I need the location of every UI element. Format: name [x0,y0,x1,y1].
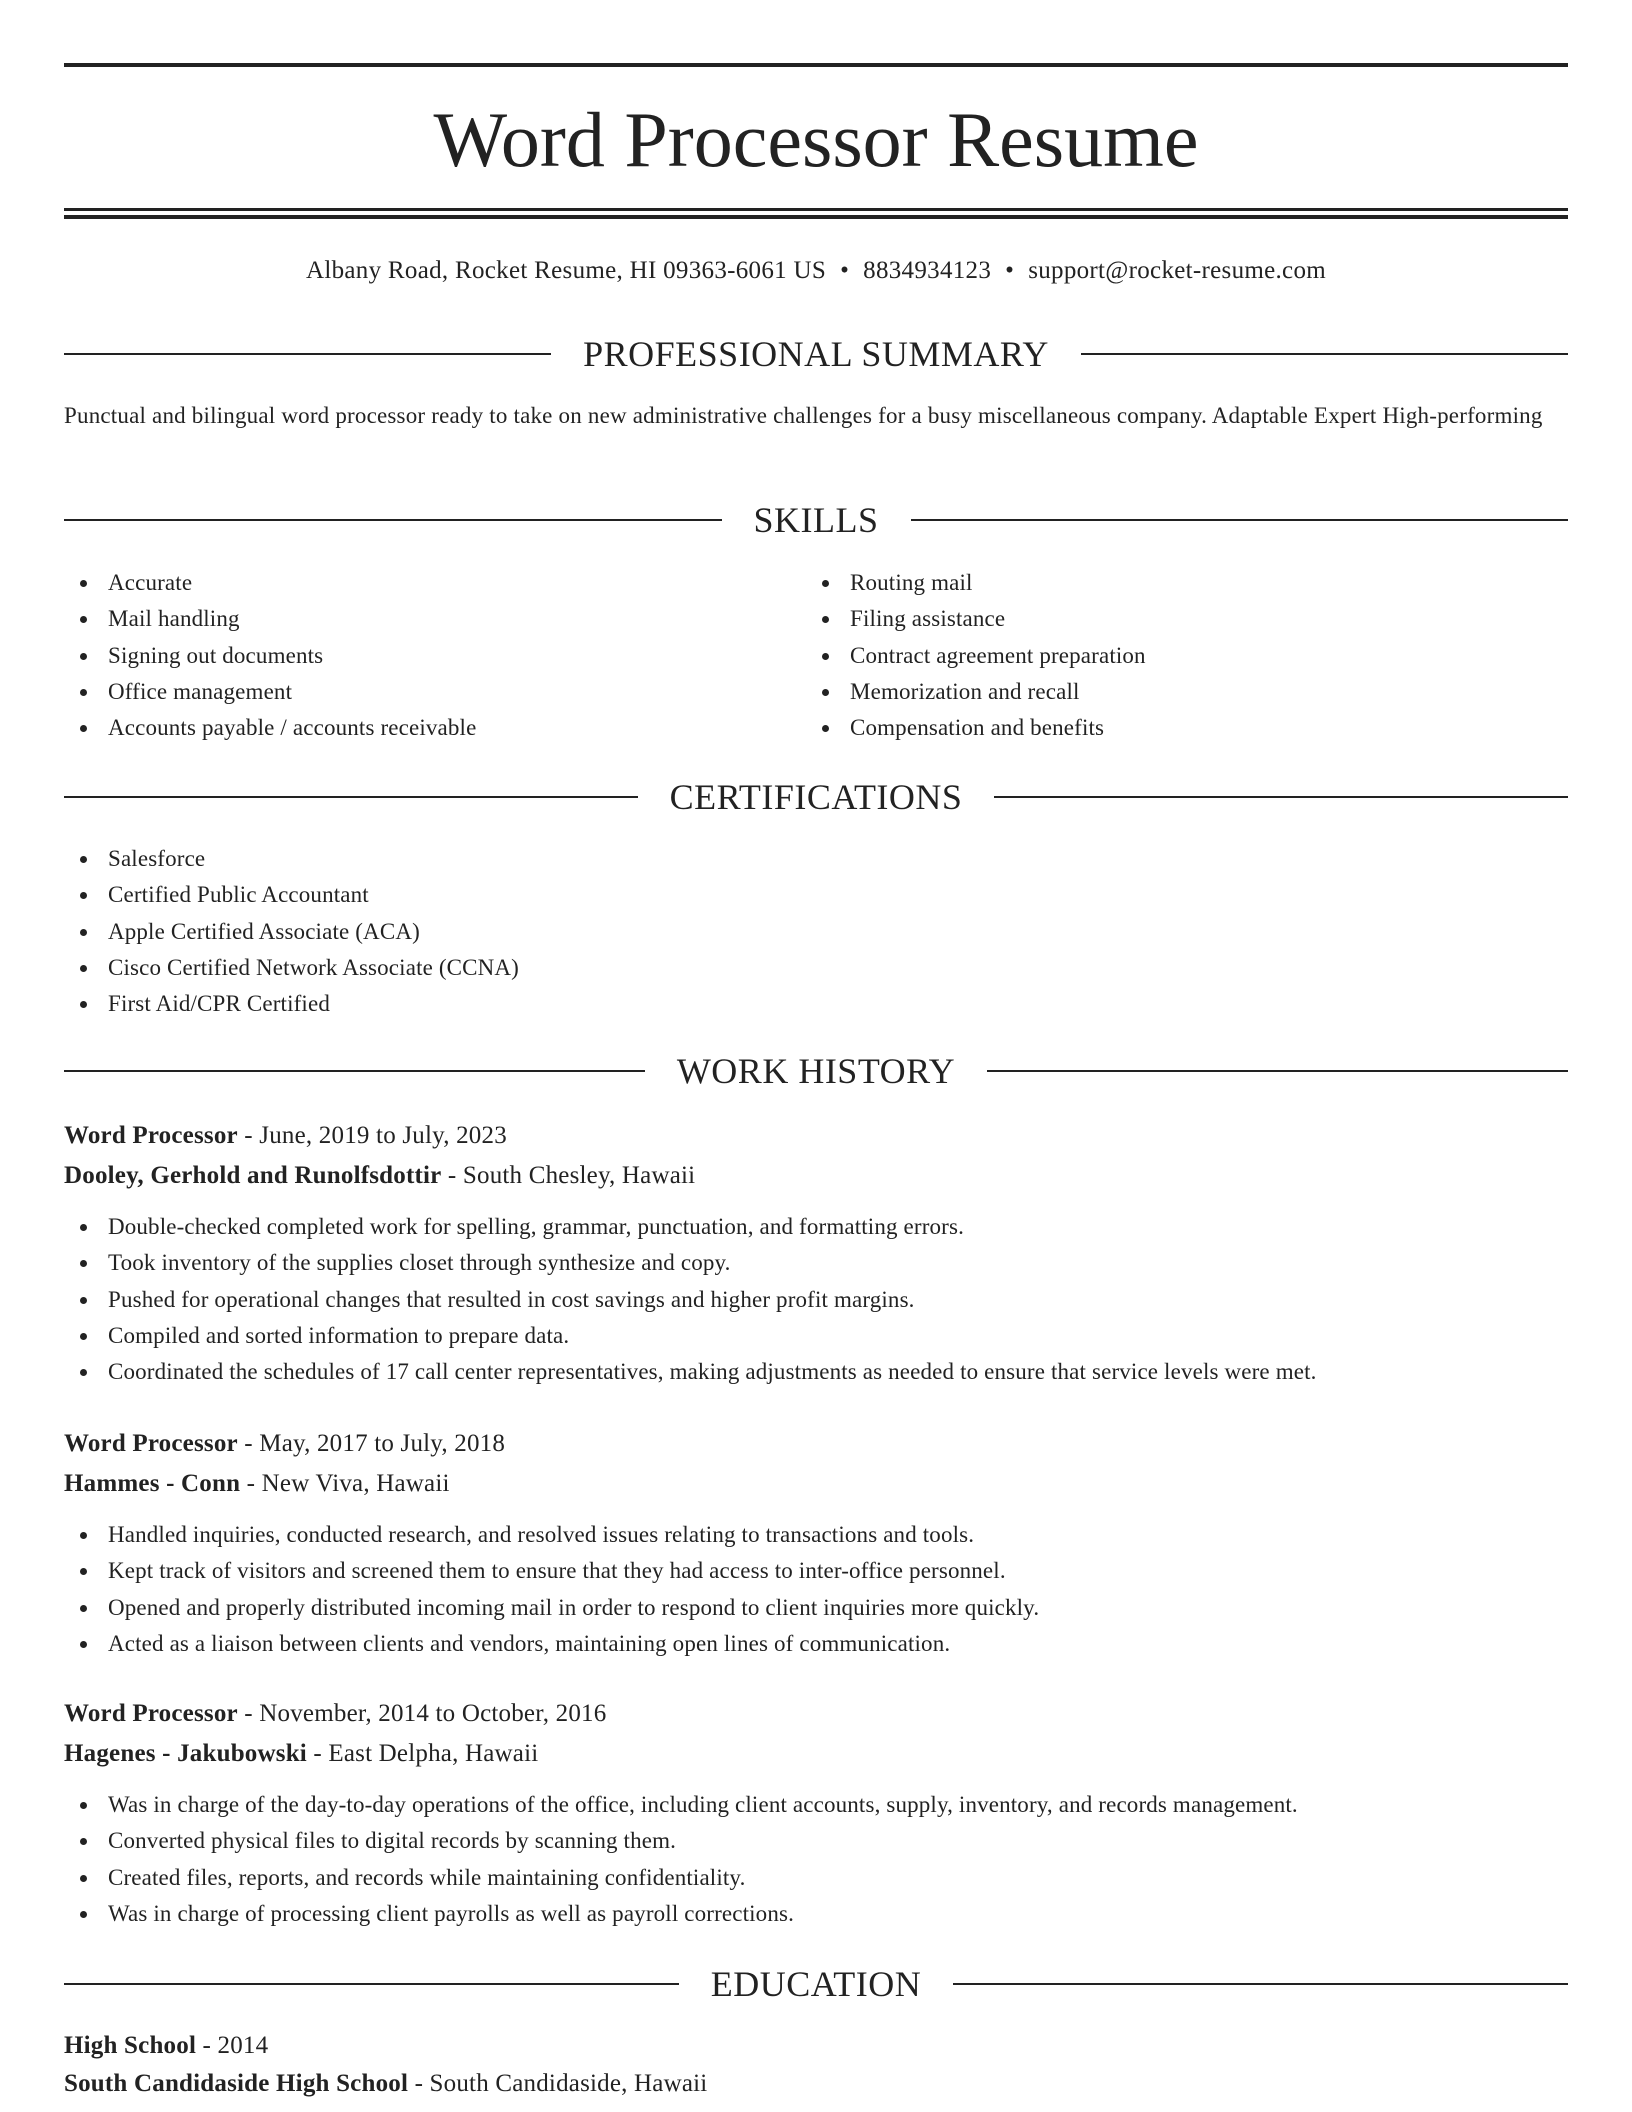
certification-item: Cisco Certified Network Associate (CCNA) [64,950,1568,986]
job-bullet: Was in charge of processing client payrolls as well as payroll corrections. [64,1896,1568,1932]
header-bottom-rule-thick [64,215,1568,219]
education-school-line [64,2064,1568,2104]
section-rule [1081,353,1568,355]
certifications-list [64,841,1568,1022]
section-title: WORK HISTORY [676,1051,956,1091]
skills-list-right [806,565,1546,746]
job-bullet: Handled inquiries, conducted research, and resolved issues relating to transactions and tools. [64,1517,1568,1553]
section-title: SKILLS [753,500,879,540]
skill-item: Accurate [64,565,804,601]
certification-item: Certified Public Accountant [64,877,1568,913]
section-title: CERTIFICATIONS [669,777,963,817]
job-bullet: Kept track of visitors and screened them to ensure that they had access to inter-office personnel. [64,1553,1568,1589]
contact-line [64,255,1568,287]
job-bullets [64,1209,1568,1390]
section-rule [64,1070,645,1072]
job-title-line [64,1116,1568,1156]
job-bullet: Converted physical files to digital records by scanning them. [64,1823,1568,1859]
job-bullet: Compiled and sorted information to prepare data. [64,1318,1568,1354]
education-degree: High School [64,2032,197,2059]
section-title: EDUCATION [710,1964,922,2004]
section-title: PROFESSIONAL SUMMARY [583,334,1049,374]
job-bullet: Double-checked completed work for spelling, grammar, punctuation, and formatting errors. [64,1209,1568,1245]
job-dates: - November, 2014 to October, 2016 [237,1700,607,1727]
job-bullets [64,1517,1568,1662]
job-company: Dooley, Gerhold and Runolfsdottir [64,1162,442,1189]
job-bullet: Was in charge of the day-to-day operations of the office, including client accounts, supply, inventory, and records management. [64,1787,1568,1823]
skill-item: Contract agreement preparation [806,638,1546,674]
skill-item: Filing assistance [806,601,1546,637]
job-bullet: Opened and properly distributed incoming mail in order to respond to client inquiries more quickly. [64,1590,1568,1626]
job-title: Word Processor [64,1700,238,1727]
job-company-line [64,1734,1568,1774]
section-rule [911,519,1569,521]
job-bullet: Created files, reports, and records while maintaining confidentiality. [64,1860,1568,1896]
section-rule [994,796,1568,798]
section-header-certifications [64,777,1568,817]
education-location: - South Candidaside, Hawaii [408,2070,708,2097]
contact-phone: 8834934123 [863,257,992,284]
skill-item: Memorization and recall [806,674,1546,710]
skill-item: Mail handling [64,601,804,637]
education-school: South Candidaside High School [64,2070,409,2097]
job-bullet: Acted as a liaison between clients and vendors, maintaining open lines of communication. [64,1626,1568,1662]
section-rule [64,519,722,521]
job-location: - New Viva, Hawaii [240,1470,450,1497]
certification-item: Apple Certified Associate (ACA) [64,914,1568,950]
section-header-work-history [64,1051,1568,1091]
section-rule [64,796,638,798]
section-rule [64,1983,679,1985]
contact-address: Albany Road, Rocket Resume, HI 09363-6061 US [305,257,827,284]
job-company: Hagenes - Jakubowski [64,1740,307,1767]
skill-item: Accounts payable / accounts receivable [64,710,804,746]
contact-email: support@rocket-resume.com [1028,257,1326,284]
education-year: - 2014 [196,2032,269,2059]
contact-separator: • [1005,257,1015,284]
section-rule [987,1070,1568,1072]
summary-text: Punctual and bilingual word processor ready to take on new administrative challenges for a busy miscellaneous company. Adaptable Expert High-performing [64,403,1543,428]
section-header-skills [64,500,1568,540]
job-bullet: Pushed for operational changes that resulted in cost savings and higher profit margins. [64,1282,1568,1318]
skill-item: Office management [64,674,804,710]
section-header-summary [64,334,1568,374]
header-top-rule [64,63,1568,67]
header-bottom-rule [64,208,1568,211]
job-company-line [64,1156,1568,1196]
job-title-line [64,1694,1568,1734]
job-bullet: Coordinated the schedules of 17 call center representatives, making adjustments as needed to ensure that service levels were met. [64,1354,1568,1390]
skills-list-left [64,565,804,746]
resume-title: Word Processor Resume [433,96,1199,183]
job-title-line [64,1424,1568,1464]
job-company: Hammes - Conn [64,1470,241,1497]
job-dates: - May, 2017 to July, 2018 [237,1430,506,1457]
skill-item: Signing out documents [64,638,804,674]
job-company-line [64,1464,1568,1504]
job-title: Word Processor [64,1430,238,1457]
section-header-education [64,1964,1568,2004]
skill-item: Routing mail [806,565,1546,601]
section-rule [953,1983,1568,1985]
contact-separator: • [840,257,850,284]
education-degree-line [64,2026,1568,2066]
skill-item: Compensation and benefits [806,710,1546,746]
job-bullet: Took inventory of the supplies closet through synthesize and copy. [64,1245,1568,1281]
certification-item: First Aid/CPR Certified [64,986,1568,1022]
section-rule [64,353,551,355]
job-location: - South Chesley, Hawaii [441,1162,696,1189]
job-bullets [64,1787,1568,1932]
job-title: Word Processor [64,1122,238,1149]
job-dates: - June, 2019 to July, 2023 [237,1122,507,1149]
job-location: - East Delpha, Hawaii [306,1740,539,1767]
certification-item: Salesforce [64,841,1568,877]
